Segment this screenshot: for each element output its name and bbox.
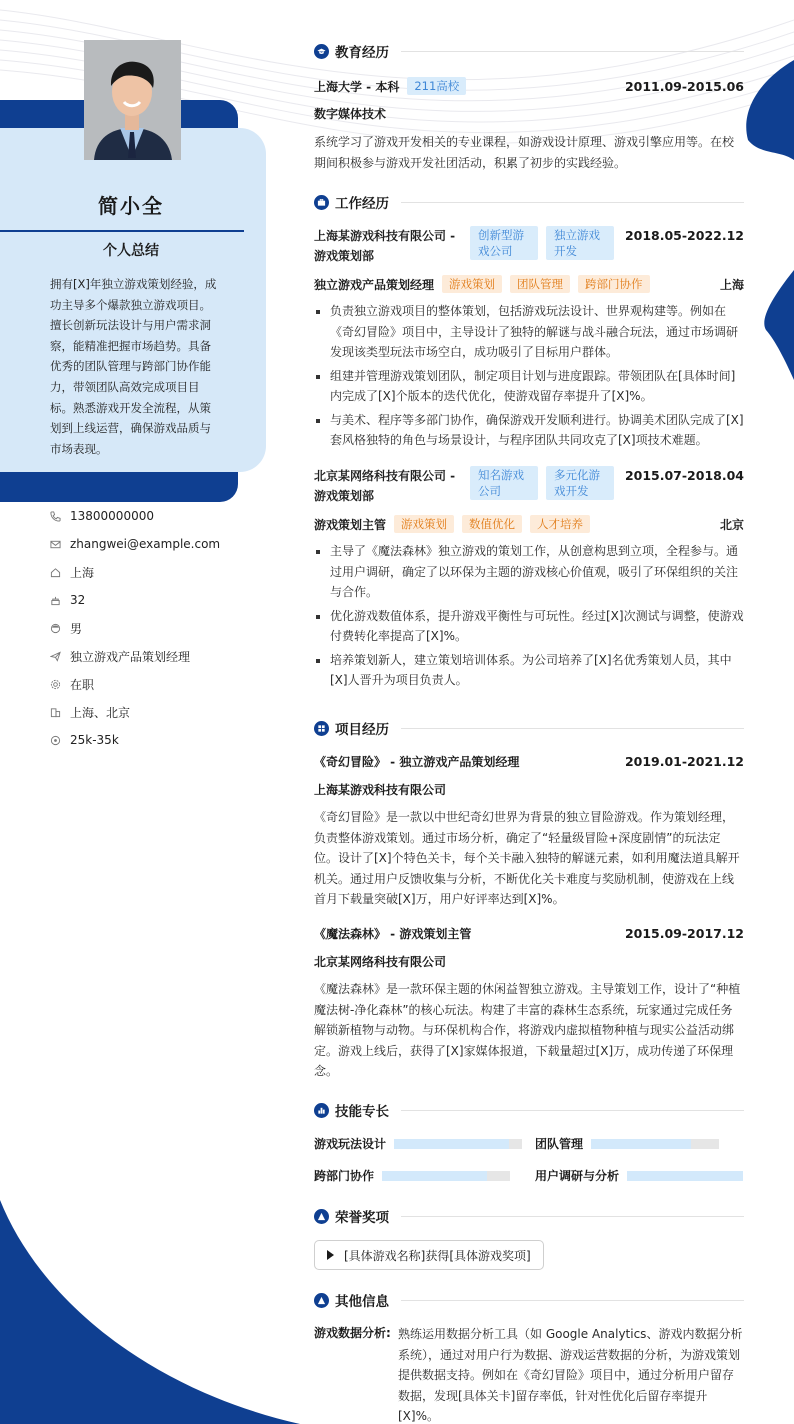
section-awards-header (314, 1206, 744, 1226)
age-value: 32 (70, 593, 86, 607)
skill-name: 游戏玩法设计 (314, 1137, 387, 1151)
job-2-role-row (314, 515, 744, 533)
avatar-portrait (84, 40, 181, 160)
email-value: zhangwei@example.com (70, 537, 221, 551)
job-1-bullets (314, 301, 744, 454)
position-value: 独立游戏产品策划经理 (70, 649, 191, 664)
section-title: 技能专长 (335, 1104, 389, 1120)
job-1-bullet: 组建并管理游戏策划团队，制定项目计划与进度跟踪。带领团队在[具体时间]内完成了[X]个版本的迭代优化，使游戏留存率提升了[X]%。 (314, 366, 744, 407)
skill-fill (591, 1139, 691, 1149)
job-1-skill-3: 跨部门协作 (578, 275, 650, 293)
contact-age (50, 586, 260, 614)
project-2-name: 《魔法森林》 - 游戏策划主管 (314, 927, 472, 941)
person-name: 简小全 (98, 194, 164, 218)
contact-location (50, 558, 260, 586)
job-2-company: 北京某网络科技有限公司 - 游戏策划部 (314, 469, 456, 503)
skill-name: 团队管理 (535, 1137, 584, 1151)
job-1-tag-1: 创新型游戏公司 (470, 226, 538, 260)
age-icon (50, 595, 70, 606)
status-value: 在职 (70, 677, 95, 692)
award-item[interactable] (314, 1240, 544, 1270)
project-1-company: 上海某游戏科技有限公司 (314, 783, 447, 797)
gender-value: 男 (70, 621, 83, 636)
city-value: 上海、北京 (70, 705, 131, 720)
school-name: 上海大学 - 本科 (314, 79, 400, 94)
bar-chart-icon (314, 1103, 329, 1118)
section-title: 项目经历 (335, 722, 389, 738)
project-2-company: 北京某网络科技有限公司 (314, 955, 447, 969)
job-2-date: 2015.07-2018.04 (624, 468, 744, 483)
job-1-header (314, 226, 744, 266)
job-2-header (314, 466, 744, 506)
section-other-header (314, 1290, 744, 1310)
section-divider (401, 1300, 744, 1301)
section-divider (401, 728, 744, 729)
section-skills-header (314, 1100, 744, 1120)
contact-gender (50, 614, 260, 642)
section-title: 其他信息 (335, 1294, 389, 1310)
gender-icon (50, 623, 70, 634)
skill-item (535, 1167, 743, 1184)
major-name: 数字媒体技术 (314, 107, 387, 121)
section-divider (401, 1216, 744, 1217)
job-2-skill-1: 游戏策划 (394, 515, 454, 533)
job-2-skill-2: 数值优化 (462, 515, 522, 533)
home-icon (50, 567, 70, 578)
education-row (314, 77, 744, 95)
avatar (84, 40, 181, 160)
skill-item (535, 1135, 719, 1152)
skill-bar (394, 1139, 522, 1149)
summary-text: 拥有[X]年独立游戏策划经验，成功主导多个爆款独立游戏项目。擅长创新玩法设计与用户需求洞察，能精准把握市场趋势。具备优秀的团队管理与跨部门协作能力，带领团队高效完成项目目标。熟悉游戏开发全流程，从策划到上线运营，确保游戏品质与市场表现。 (50, 277, 217, 456)
project-1-header (314, 753, 744, 770)
job-1-date: 2018.05-2022.12 (624, 228, 744, 243)
skill-name: 跨部门协作 (314, 1169, 375, 1183)
job-1-bullet: 负责独立游戏项目的整体策划，包括游戏玩法设计、世界观构建等。例如在《奇幻冒险》项目中，主导设计了独特的解谜与战斗融合玩法，通过市场调研发现该类型玩法市场空白，成功吸引了目标用户群体。 (314, 301, 744, 363)
status-icon (50, 679, 70, 690)
skill-item (314, 1167, 510, 1184)
education-date: 2011.09-2015.06 (624, 78, 744, 94)
grid-icon (314, 721, 329, 736)
job-1-city: 上海 (719, 277, 744, 292)
job-1-skill-2: 团队管理 (510, 275, 570, 293)
education-description: 系统学习了游戏开发相关的专业课程，如游戏设计原理、游戏引擎应用等。在校期间积极参与游戏开发社团活动，积累了初步的实践经验。 (314, 135, 735, 170)
project-1-date: 2019.01-2021.12 (624, 754, 744, 769)
section-divider (401, 1110, 744, 1111)
location-value: 上海 (70, 565, 95, 580)
job-1-company: 上海某游戏科技有限公司 - 游戏策划部 (314, 229, 456, 263)
section-divider (401, 202, 744, 203)
play-icon (327, 1250, 334, 1260)
job-2-bullet: 主导了《魔法森林》独立游戏的策划工作，从创意构思到立项，全程参与。通过用户调研，确定了以环保为主题的游戏核心价值观，吸引了环保组织的关注与合作。 (314, 541, 744, 603)
project-2-company-row (314, 953, 744, 970)
award-text: [具体游戏名称]获得[具体游戏奖项] (344, 1248, 531, 1263)
skill-fill (627, 1171, 743, 1181)
skill-name: 用户调研与分析 (535, 1169, 620, 1183)
contact-phone (50, 502, 260, 530)
phone-value: 13800000000 (70, 509, 154, 523)
contact-email (50, 530, 260, 558)
project-1-description: 《奇幻冒险》是一款以中世纪奇幻世界为背景的独立冒险游戏。作为策划经理，负责整体游戏策划。通过市场分析，确定了“轻量级冒险+深度剧情”的玩法定位。设计了[X]个特色关卡，每个关卡融入独特的解谜元素，如利用魔法道具解开机关。通过用户反馈收集与分析，不断优化关卡难度与奖励机制，使游戏在上线首月下载量突破[X]万，用户好评率达到[X]%。 (314, 810, 740, 906)
contact-list (50, 502, 260, 754)
contact-status (50, 670, 260, 698)
send-icon (50, 651, 70, 662)
money-icon (50, 735, 70, 746)
contact-salary (50, 726, 260, 754)
phone-icon (50, 511, 70, 522)
graduation-cap-icon (314, 44, 329, 59)
info-icon (314, 1293, 329, 1308)
section-title: 荣誉奖项 (335, 1210, 389, 1226)
job-2-role: 游戏策划主管 (314, 517, 387, 532)
salary-value: 25k-35k (70, 733, 119, 747)
project-2-header (314, 925, 744, 942)
job-2-city: 北京 (719, 517, 744, 532)
name-divider (0, 230, 244, 232)
section-education-header (314, 41, 744, 61)
section-projects-header (314, 718, 744, 738)
skill-fill (394, 1139, 509, 1149)
skill-bar (627, 1171, 743, 1181)
award-icon (314, 1209, 329, 1224)
building-icon (50, 707, 70, 718)
section-divider (401, 51, 744, 52)
major-row (314, 105, 744, 122)
project-1-name: 《奇幻冒险》 - 独立游戏产品策划经理 (314, 755, 520, 769)
project-2-description: 《魔法森林》是一款环保主题的休闲益智独立游戏。主导策划工作，设计了“种植魔法树-净化森林”的核心玩法。构建了丰富的森林生态系统，玩家通过完成任务解锁新植物与动物。与环保机构合作，将游戏内虚拟植物种植与现实公益活动绑定。游戏上线后，获得了[X]家媒体报道，下载量超过[X]万，成功传递了环保理念。 (314, 982, 741, 1078)
job-2-bullet: 优化游戏数值体系，提升游戏平衡性与可玩性。经过[X]次测试与调整，使游戏付费转化率提高了[X]%。 (314, 606, 744, 647)
other-text: 熟练运用数据分析工具（如 Google Analytics、游戏内数据分析系统），通过对用户行为数据、游戏运营数据的分析，为游戏策划提供数据支持。例如在《奇幻冒险》项目中，通过分析用户留存数据，发现[具体关卡]留存率低，针对性优化后留存率提升[X]%。 (398, 1327, 743, 1423)
job-2-bullet: 培养策划新人，建立策划培训体系。为公司培养了[X]名优秀策划人员，其中[X]人晋升为项目负责人。 (314, 650, 744, 691)
job-2-tag-2: 多元化游戏开发 (546, 466, 614, 500)
section-work-header (314, 192, 744, 212)
project-2-date: 2015.09-2017.12 (624, 926, 744, 941)
school-tag: 211高校 (407, 77, 466, 95)
briefcase-icon (314, 195, 329, 210)
contact-position (50, 642, 260, 670)
skill-fill (382, 1171, 487, 1181)
job-1-skill-1: 游戏策划 (442, 275, 502, 293)
summary-title: 个人总结 (103, 243, 159, 259)
section-title: 教育经历 (335, 45, 389, 61)
project-1-company-row (314, 781, 744, 798)
other-label: 游戏数据分析: (314, 1326, 391, 1340)
job-2-tag-1: 知名游戏公司 (470, 466, 538, 500)
job-2-bullets (314, 541, 744, 694)
skill-bar (591, 1139, 719, 1149)
job-1-bullet: 与美术、程序等多部门协作，确保游戏开发顺利进行。协调美术团队完成了[X]套风格独特的角色与场景设计，与程序团队共同攻克了[X]项技术难题。 (314, 410, 744, 451)
contact-city (50, 698, 260, 726)
job-2-skill-3: 人才培养 (530, 515, 590, 533)
section-title: 工作经历 (335, 196, 389, 212)
mail-icon (50, 539, 70, 550)
skill-item (314, 1135, 522, 1152)
job-1-role: 独立游戏产品策划经理 (314, 277, 435, 292)
skill-bar (382, 1171, 510, 1181)
job-1-tag-2: 独立游戏开发 (546, 226, 614, 260)
job-1-role-row (314, 275, 744, 293)
